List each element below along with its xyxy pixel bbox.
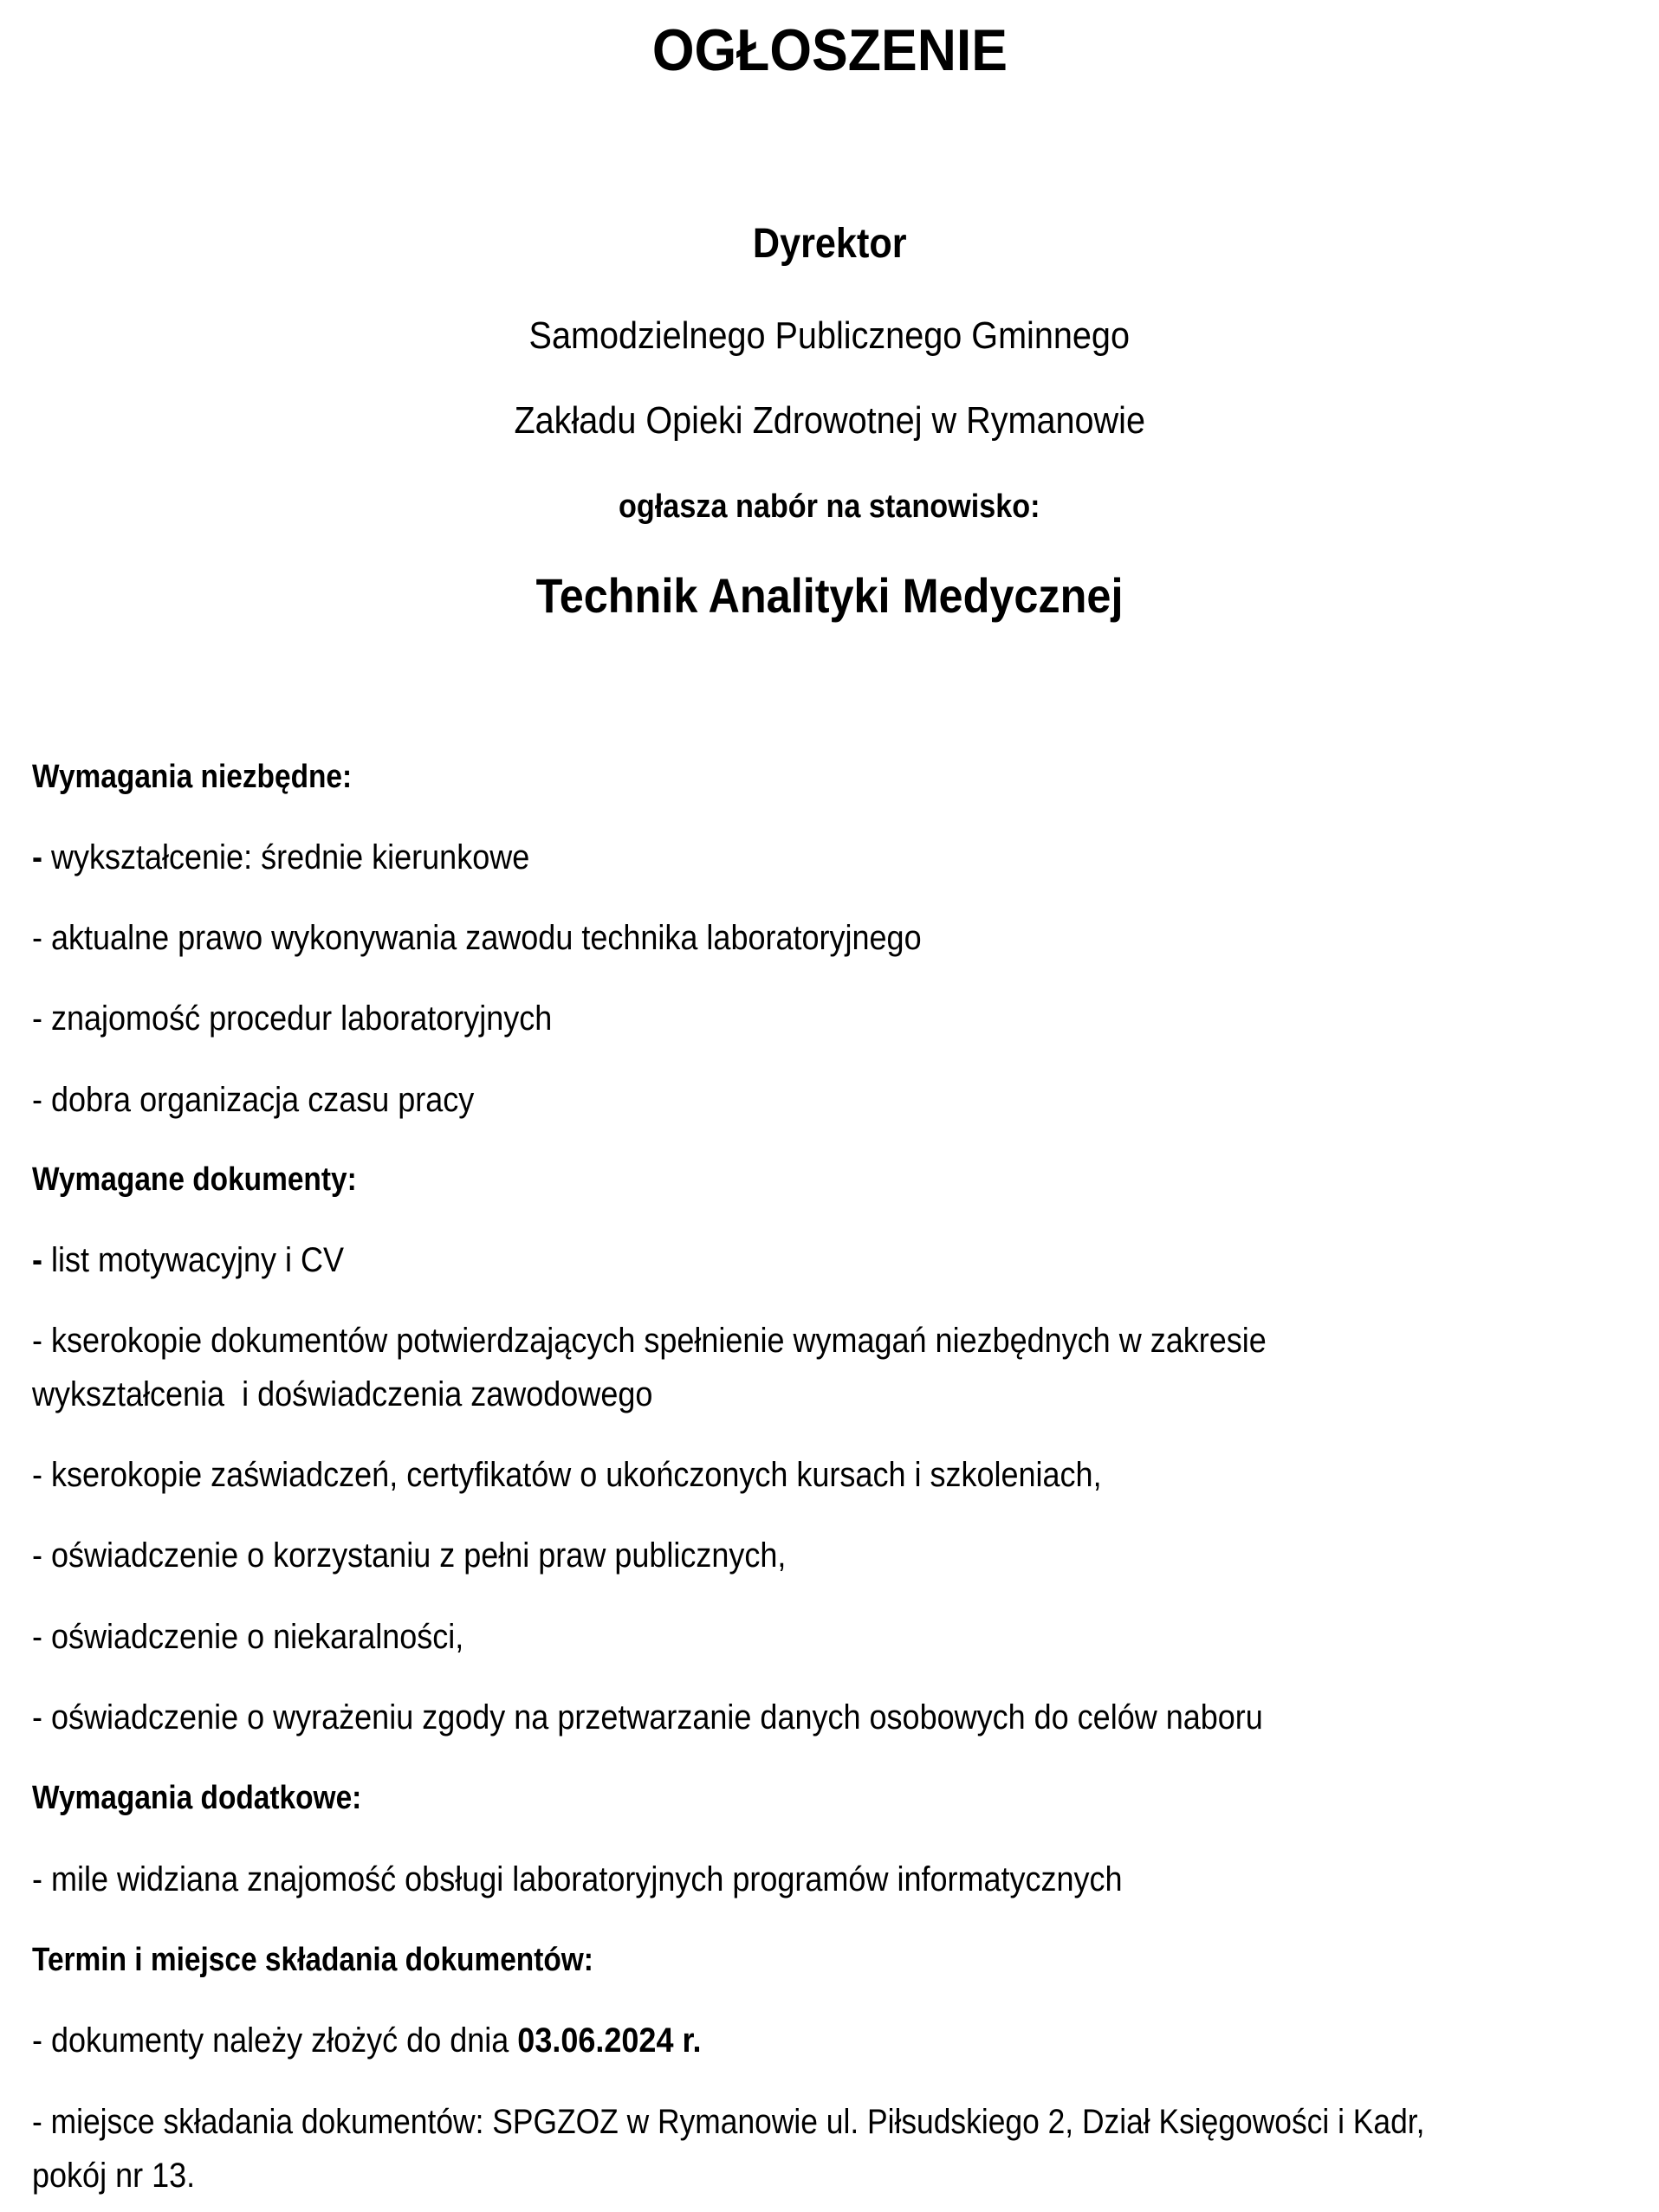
item-text: kserokopie dokumentów potwierdzających spełnienie wymagań niezbędnych w zakresie (42, 1322, 1267, 1360)
list-item (32, 1862, 1123, 1897)
list-item (32, 1700, 1263, 1735)
item-text: miejsce składania dokumentów: SPGZOZ w Rymanowie ul. Piłsudskiego 2, Dział Księgowości i Kadr, (42, 2103, 1425, 2141)
item-dash: - (32, 999, 42, 1038)
item-dash: - (32, 2021, 42, 2060)
item-text: oświadczenie o wyrażeniu zgody na przetwarzanie danych osobowych do celów naboru (42, 1698, 1263, 1737)
list-item (32, 1243, 344, 1277)
item-text: znajomość procedur laboratoryjnych (42, 999, 553, 1038)
director-text: Dyrektor (752, 221, 907, 267)
item-text: kserokopie zaświadczeń, certyfikatów o ukończonych kursach i szkoleniach, (42, 1456, 1102, 1494)
announces-line (0, 490, 1659, 523)
list-item (32, 1083, 474, 1117)
item-dash: - (32, 1241, 42, 1279)
director-heading (0, 223, 1659, 265)
institution-line-1 (0, 314, 1659, 357)
section-heading-documents: Wymagane dokumenty: (32, 1161, 357, 1198)
item-text: dobra organizacja czasu pracy (42, 1081, 475, 1119)
section-heading-additional: Wymagania dodatkowe: (32, 1780, 362, 1816)
institution-line-1-text: Samodzielnego Publicznego Gminnego (528, 314, 1131, 357)
item-dash: - (32, 1081, 42, 1119)
item-dash: - (32, 1618, 42, 1656)
list-item (32, 840, 529, 875)
item-dash: - (32, 1860, 42, 1898)
list-item (32, 1620, 463, 1654)
list-item-continuation: wykształcenia i doświadczenia zawodowego (32, 1375, 653, 1413)
position-text: Technik Analityki Medycznej (535, 568, 1124, 623)
item-dash: - (32, 1536, 42, 1575)
item-text: wykształcenie: średnie kierunkowe (42, 838, 530, 876)
section-heading-required: Wymagania niezbędne: (32, 759, 353, 795)
item-dash: - (32, 2103, 42, 2141)
list-item (32, 1001, 552, 1036)
item-text: list motywacyjny i CV (42, 1241, 345, 1279)
item-text: dokumenty należy złożyć do dnia (42, 2021, 518, 2060)
section-heading-deadline: Termin i miejsce składania dokumentów: (32, 1942, 593, 1978)
announces-text: ogłasza nabór na stanowisko: (619, 488, 1040, 525)
item-dash: - (32, 1322, 42, 1360)
list-item (32, 1538, 786, 1573)
item-text: aktualne prawo wykonywania zawodu technika laboratoryjnego (42, 919, 922, 957)
list-item (32, 921, 922, 955)
announcement-title (0, 17, 1659, 83)
item-text: mile widziana znajomość obsługi laboratoryjnych programów informatycznych (42, 1860, 1123, 1898)
list-item (32, 1458, 1102, 1492)
list-item-continuation: pokój nr 13. (32, 2157, 196, 2195)
position-title (0, 568, 1659, 623)
item-text: oświadczenie o niekaralności, (42, 1618, 464, 1656)
title-text: OGŁOSZENIE (651, 17, 1008, 83)
item-dash: - (32, 1456, 42, 1494)
item-text: oświadczenie o korzystaniu z pełni praw publicznych, (42, 1536, 787, 1575)
item-dash: - (32, 1698, 42, 1737)
institution-line-2-text: Zakładu Opieki Zdrowotnej w Rymanowie (514, 399, 1145, 442)
list-item (32, 2023, 701, 2058)
list-item (32, 2105, 1424, 2139)
institution-line-2 (0, 399, 1659, 442)
deadline-date: 03.06.2024 r. (517, 2021, 702, 2060)
item-dash: - (32, 919, 42, 957)
list-item (32, 1323, 1267, 1358)
item-dash: - (32, 838, 42, 876)
